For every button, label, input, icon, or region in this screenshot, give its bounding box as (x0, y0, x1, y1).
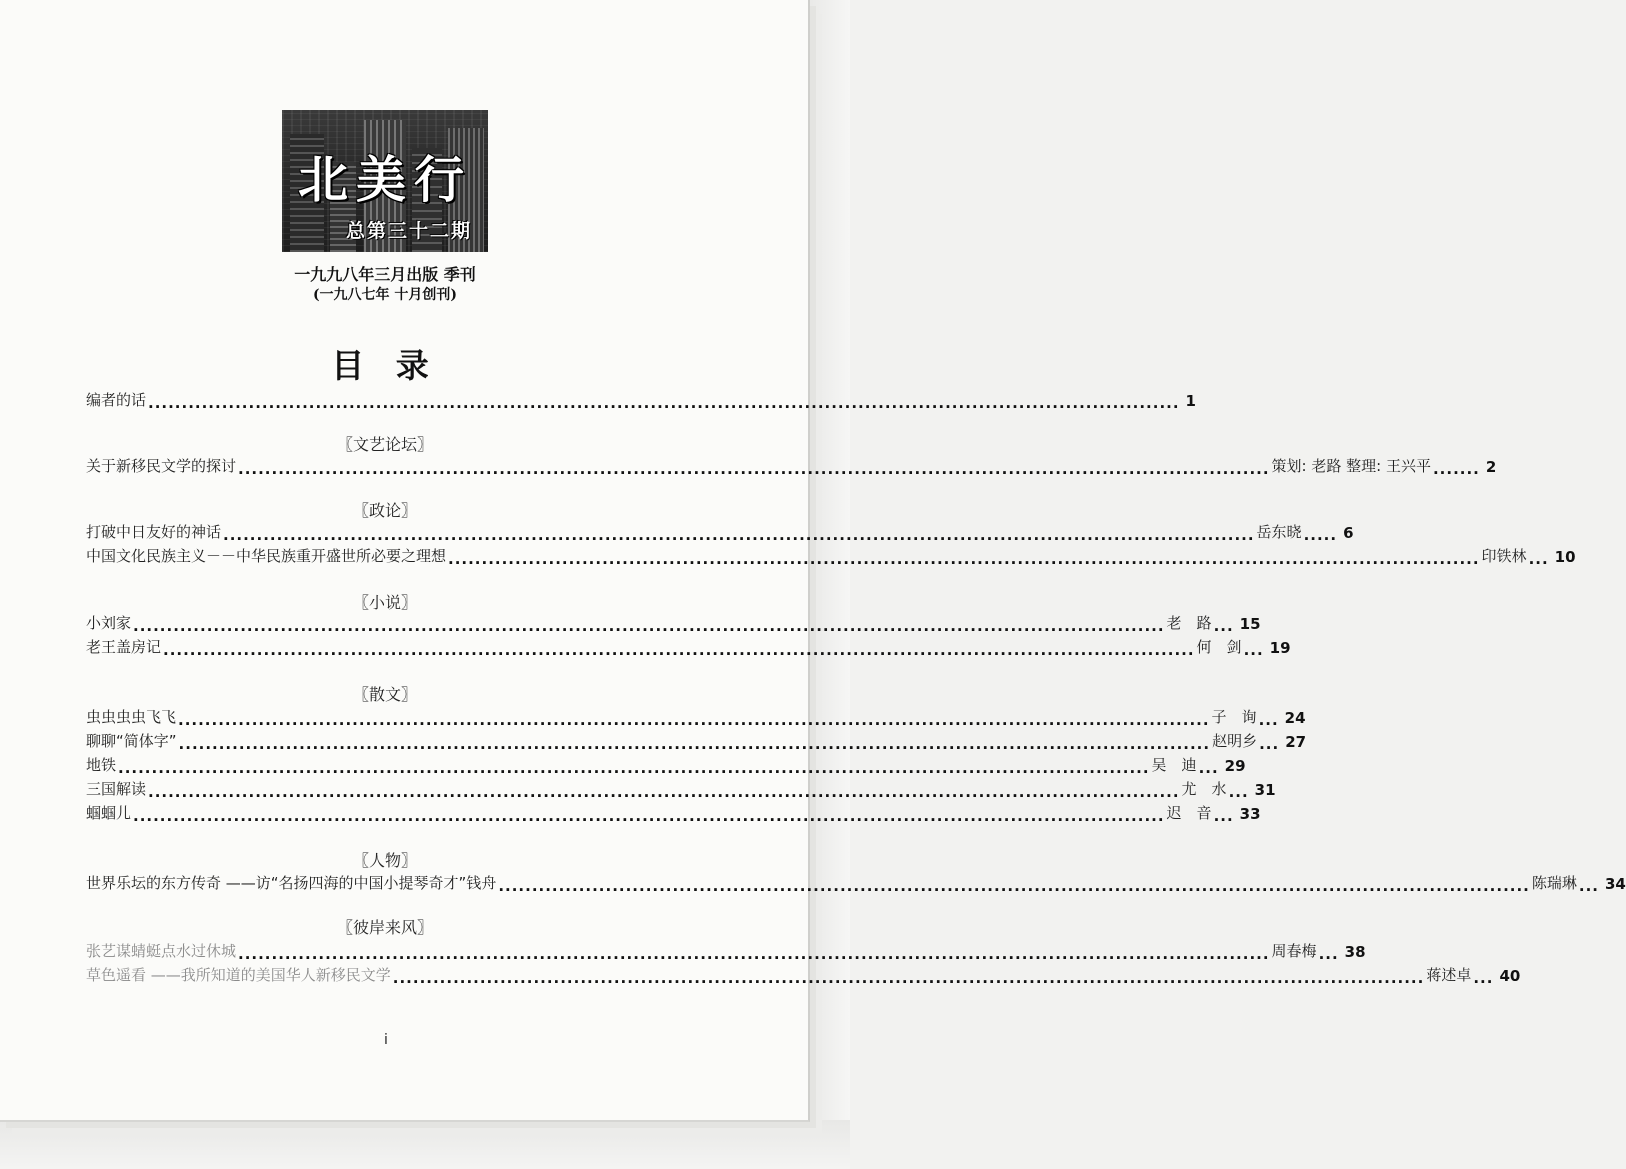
leader-dots: ... (1243, 641, 1264, 659)
entry-title: 中国文化民族主义－－中华民族重开盛世所必要之理想 (86, 547, 447, 565)
toc-entry[interactable] (86, 961, 1521, 987)
entry-author: 迟 音 (1166, 804, 1212, 822)
entry-page: 24 (1284, 709, 1306, 727)
page-number: i (384, 1032, 388, 1048)
toc-entry[interactable] (86, 386, 1196, 412)
leader-dots: .......................................................................................................................................................... (223, 526, 1255, 544)
entry-author: 蒋述卓 (1426, 966, 1472, 984)
leader-dots: .......................................................................................................................................................... (163, 641, 1195, 659)
leader-dots: ... (1473, 969, 1494, 987)
toc-entry[interactable] (86, 937, 1366, 963)
entry-author: 何 剑 (1196, 638, 1242, 656)
section-heading: 〖政论〗 (352, 501, 417, 520)
toc-entry[interactable] (86, 609, 1261, 635)
leader-dots: .......................................................................................................................................................... (238, 460, 1270, 478)
entry-page: 1 (1185, 392, 1196, 410)
toc-entry[interactable] (86, 452, 1497, 478)
entry-author: 子 询 (1211, 708, 1257, 726)
leader-dots: .......................................................................................................................................................... (118, 759, 1150, 777)
entry-page: 2 (1485, 458, 1497, 476)
entry-author: 赵明乡 (1212, 732, 1258, 750)
entry-page: 33 (1239, 805, 1261, 823)
leader-dots: .......................................................................................................................................................... (498, 877, 1530, 895)
entry-title: 虫虫虫虫飞飞 (86, 708, 177, 726)
entry-title: 关于新移民文学的探讨 (86, 457, 237, 475)
page-edge-bottom (0, 1120, 850, 1169)
publication-date: 一九九八年三月出版 季刊 (294, 265, 476, 284)
toc-entry[interactable] (86, 799, 1261, 825)
leader-dots: .......................................................................................................................................................... (148, 783, 1180, 801)
cover-image (282, 110, 488, 252)
magazine-title: 北美行 (298, 150, 472, 209)
entry-title: 蝈蝈儿 (86, 804, 132, 822)
leader-dots: ... (1578, 877, 1599, 895)
toc-heading: 目 录 (331, 346, 439, 385)
leader-dots: .......................................................................................................................................................... (392, 969, 1425, 987)
founded-date: (一九八七年 十月创刊) (312, 287, 458, 303)
entry-title: 草色遥看 ——我所知道的美国华人新移民文学 (86, 966, 391, 984)
leader-dots: .......................................................................................................................................................... (148, 394, 1180, 412)
leader-dots: ... (1198, 759, 1219, 777)
leader-dots: ....... (1432, 460, 1480, 478)
section-heading: 〖文艺论坛〗 (336, 435, 433, 454)
leader-dots: ... (1228, 783, 1249, 801)
section-heading: 〖散文〗 (352, 685, 417, 704)
entry-page: 31 (1254, 781, 1276, 799)
entry-title: 小刘家 (86, 614, 132, 632)
toc-entry[interactable] (86, 518, 1354, 544)
leader-dots: ... (1213, 807, 1234, 825)
leader-dots: .......................................................................................................................................................... (448, 550, 1480, 568)
section-heading: 〖人物〗 (352, 851, 417, 870)
entry-title: 三国解读 (86, 780, 147, 798)
entry-author: 吴 迪 (1151, 756, 1197, 774)
entry-page: 38 (1344, 943, 1366, 961)
entry-author: 印铁林 (1481, 547, 1527, 565)
toc-entry[interactable] (86, 869, 1626, 895)
entry-title: 张艺谋蜻蜓点水过休城 (86, 942, 237, 960)
entry-page: 40 (1499, 967, 1521, 985)
entry-page: 27 (1285, 733, 1307, 751)
toc-entry[interactable] (86, 542, 1576, 568)
entry-page: 34 (1604, 875, 1626, 893)
toc-entry[interactable] (86, 751, 1246, 777)
issue-number: 总第三十二期 (345, 220, 472, 242)
section-heading: 〖小说〗 (352, 593, 417, 612)
entry-author: 老 路 (1166, 614, 1212, 632)
entry-title: 打破中日友好的神话 (86, 523, 222, 541)
toc-entry[interactable] (86, 633, 1291, 659)
leader-dots: ... (1213, 617, 1234, 635)
leader-dots: ..... (1303, 526, 1338, 544)
leader-dots: .......................................................................................................................................................... (178, 735, 1211, 753)
entry-title: 地铁 (86, 756, 117, 774)
entry-page: 29 (1224, 757, 1246, 775)
leader-dots: .......................................................................................................................................................... (133, 617, 1165, 635)
leader-dots: ... (1259, 735, 1280, 753)
leader-dots: .......................................................................................................................................................... (133, 807, 1165, 825)
entry-page: 15 (1239, 615, 1261, 633)
entry-title: 编者的话 (86, 391, 147, 409)
entry-page: 10 (1554, 548, 1576, 566)
entry-author: 尤 水 (1181, 780, 1227, 798)
entry-title: 老王盖房记 (86, 638, 162, 656)
entry-title: 世界乐坛的东方传奇 ——访“名扬四海的中国小提琴奇才”钱舟 (86, 874, 497, 892)
entry-page: 6 (1343, 524, 1354, 542)
entry-author: 周春梅 (1271, 942, 1317, 960)
entry-author: 岳东晓 (1256, 523, 1302, 541)
leader-dots: .......................................................................................................................................................... (238, 945, 1270, 963)
section-heading: 〖彼岸来风〗 (336, 918, 433, 937)
toc-entry[interactable] (86, 703, 1306, 729)
entry-page: 19 (1269, 639, 1291, 657)
entry-author: 陈瑞琳 (1531, 874, 1577, 892)
entry-title: 聊聊“简体字” (86, 732, 177, 750)
entry-author: 策划: 老路 整理: 王兴平 (1271, 457, 1431, 475)
page-edge-right (808, 0, 850, 1169)
toc-entry[interactable] (86, 775, 1276, 801)
leader-dots: .......................................................................................................................................................... (178, 711, 1210, 729)
leader-dots: ... (1258, 711, 1279, 729)
leader-dots: ... (1528, 550, 1549, 568)
toc-entry[interactable] (86, 727, 1307, 753)
leader-dots: ... (1318, 945, 1339, 963)
